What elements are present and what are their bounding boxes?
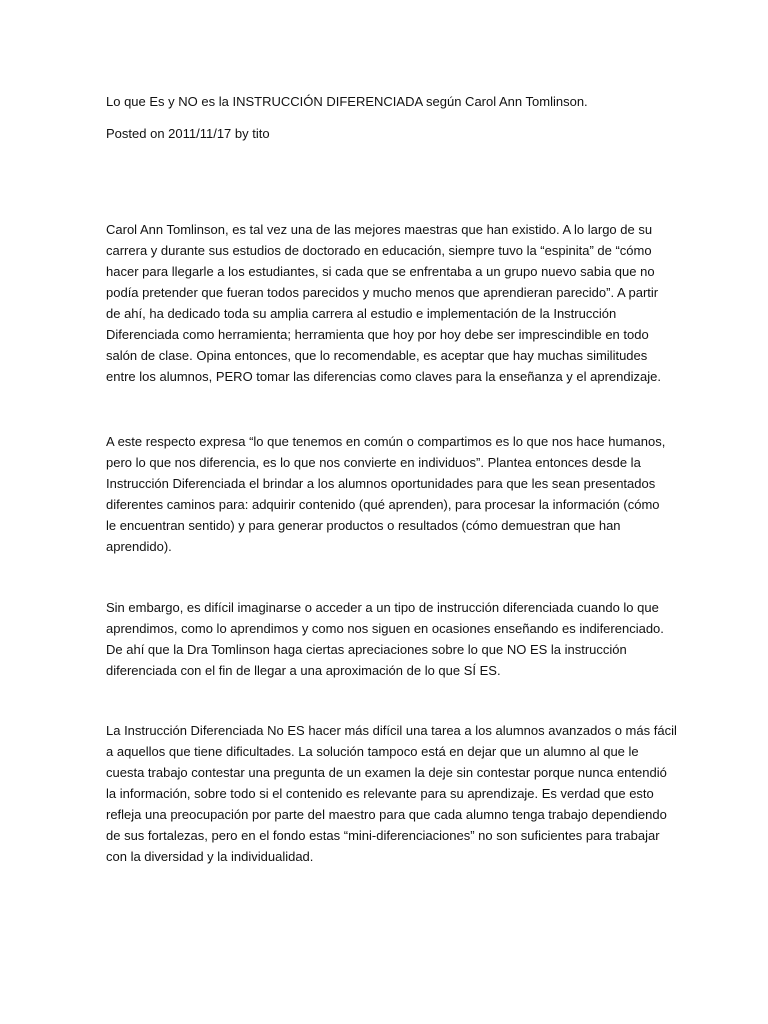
paragraph-line: la información, sobre todo si el contenido es relevante para su aprendizaje. Es verdad que esto (106, 786, 654, 801)
paragraph-line: de ahí, ha dedicado toda su amplia carrera al estudio e implementación de la Instrucción (106, 306, 617, 321)
paragraph-line: aprendido). (106, 539, 172, 554)
paragraph-line: A este respecto expresa “lo que tenemos en común o compartimos es lo que nos hace humanos, (106, 434, 666, 449)
paragraph-line: carrera y durante sus estudios de doctorado en educación, siempre tuvo la “espinita” de “cómo (106, 243, 652, 258)
paragraph-line: refleja una preocupación por parte del maestro para que cada alumno tenga trabajo dependiendo (106, 807, 667, 822)
paragraph-line: De ahí que la Dra Tomlinson haga ciertas apreciaciones sobre lo que NO ES la instrucción (106, 642, 627, 657)
paragraph-line: podía pretender que fueran todos parecidos y mucho menos que aprendieran parecido”. A partir (106, 285, 659, 300)
paragraph-line: salón de clase. Opina entonces, que lo recomendable, es aceptar que hay muchas similitudes (106, 348, 648, 363)
paragraph-line: La Instrucción Diferenciada No ES hacer más difícil una tarea a los alumnos avanzados o más fácil (106, 723, 677, 738)
paragraph-line: de sus fortalezas, pero en el fondo estas “mini-diferenciaciones” no son suficientes para trabajar (106, 828, 660, 843)
paragraph-line: Carol Ann Tomlinson, es tal vez una de las mejores maestras que han existido. A lo largo de su (106, 222, 653, 237)
paragraph-line: con la diversidad y la individualidad. (106, 849, 314, 864)
paragraph-line: diferentes caminos para: adquirir contenido (qué aprenden), para procesar la información (cómo (106, 497, 660, 512)
paragraph-line: diferenciada con el fin de llegar a una aproximación de lo que SÍ ES. (106, 663, 501, 678)
paragraph-line: Sin embargo, es difícil imaginarse o acceder a un tipo de instrucción diferenciada cuando lo que (106, 600, 659, 615)
paragraph-line: cuesta trabajo contestar una pregunta de un examen la deje sin contestar porque nunca entendió (106, 765, 667, 780)
paragraph-line: a aquellos que tiene dificultades. La solución tampoco está en dejar que un alumno al que le (106, 744, 639, 759)
paragraph-line: pero lo que nos diferencia, es lo que nos convierte en individuos”. Plantea entonces desde la (106, 455, 641, 470)
paragraph-line: aprendimos, como lo aprendimos y como nos siguen en ocasiones enseñando es indiferenciado. (106, 621, 664, 636)
paragraph-line: hacer para llegarle a los estudiantes, si cada que se enfrentaba a un grupo nuevo sabia que no (106, 264, 655, 279)
posted-info: Posted on 2011/11/17 by tito (106, 126, 270, 141)
paragraph-line: Instrucción Diferenciada el brindar a los alumnos oportunidades para que les sean presentados (106, 476, 656, 491)
paragraph-line: entre los alumnos, PERO tomar las diferencias como claves para la enseñanza y el aprendizaje. (106, 369, 661, 384)
paragraph-line: le encuentran sentido) y para generar productos o resultados (cómo demuestran que han (106, 518, 621, 533)
document-title: Lo que Es y NO es la INSTRUCCIÓN DIFERENCIADA según Carol Ann Tomlinson. (106, 94, 588, 109)
paragraph-line: Diferenciada como herramienta; herramienta que hoy por hoy debe ser imprescindible en todo (106, 327, 649, 342)
